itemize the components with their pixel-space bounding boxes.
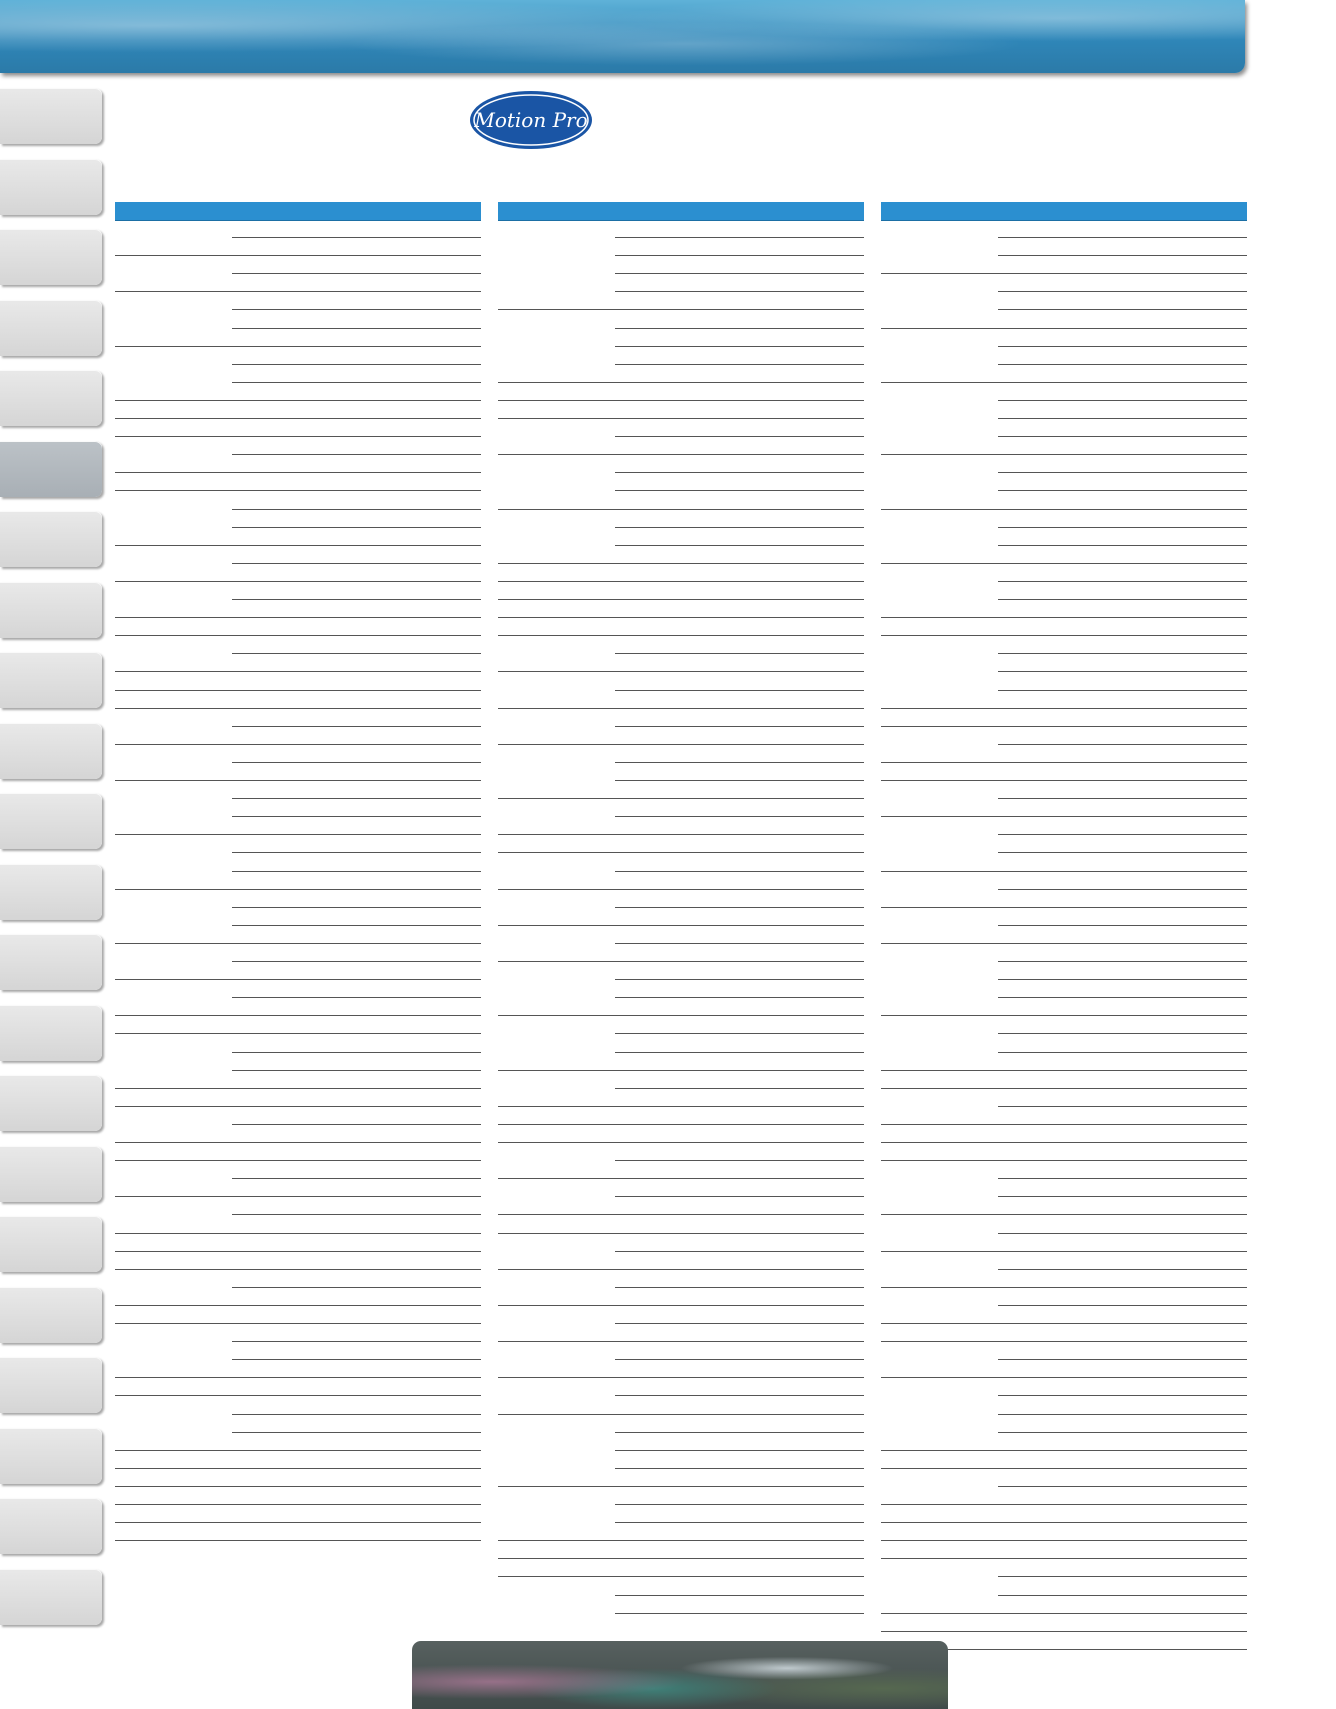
table-row-rule (498, 1214, 864, 1215)
table-row-rule (115, 436, 481, 437)
table-row-rule (615, 1052, 864, 1053)
column-3 (881, 202, 1247, 1651)
table-row-rule (232, 309, 481, 310)
side-tab-9[interactable] (0, 652, 102, 708)
table-row-rule (615, 545, 864, 546)
side-tab-1[interactable] (0, 88, 102, 144)
table-row-rule (998, 925, 1247, 926)
table-row-rule (881, 1124, 1247, 1125)
table-row-rule (615, 653, 864, 654)
table-row-rule (998, 1414, 1247, 1415)
table-row-rule (615, 1287, 864, 1288)
table-row-rule (881, 563, 1247, 564)
side-tab-8[interactable] (0, 582, 102, 638)
footer-photo-banner (412, 1641, 948, 1709)
table-row-rule (115, 1486, 481, 1487)
table-row-rule (498, 581, 864, 582)
table-row-rule (232, 997, 481, 998)
table-row-rule (881, 1631, 1247, 1632)
table-row-rule (998, 1432, 1247, 1433)
table-row-rule (232, 1070, 481, 1071)
side-tab-21[interactable] (0, 1498, 102, 1554)
table-row-rule (881, 509, 1247, 510)
table-row-rule (998, 690, 1247, 691)
side-tab-17[interactable] (0, 1216, 102, 1272)
side-tab-2[interactable] (0, 159, 102, 215)
column-3-header (881, 202, 1247, 221)
side-tab-19[interactable] (0, 1357, 102, 1413)
table-row-rule (998, 671, 1247, 672)
table-row-rule (498, 563, 864, 564)
table-row-rule (615, 346, 864, 347)
table-row-rule (881, 871, 1247, 872)
table-row-rule (115, 744, 481, 745)
table-row-rule (232, 1178, 481, 1179)
table-row-rule (998, 1576, 1247, 1577)
table-row-rule (881, 1558, 1247, 1559)
table-row-rule (115, 1233, 481, 1234)
table-row-rule (498, 400, 864, 401)
table-row-rule (115, 1522, 481, 1523)
table-row-rule (115, 1395, 481, 1396)
table-row-rule (881, 943, 1247, 944)
table-row-rule (615, 1432, 864, 1433)
table-row-rule (232, 1432, 481, 1433)
table-row-rule (615, 1395, 864, 1396)
table-row-rule (881, 1450, 1247, 1451)
side-tab-4[interactable] (0, 300, 102, 356)
table-row-rule (498, 382, 864, 383)
table-row-rule (615, 328, 864, 329)
table-row-rule (232, 454, 481, 455)
table-row-rule (998, 1052, 1247, 1053)
table-row-rule (498, 798, 864, 799)
table-row-rule (115, 1540, 481, 1541)
table-row-rule (115, 400, 481, 401)
table-row-rule (615, 237, 864, 238)
table-row-rule (115, 635, 481, 636)
table-row-rule (998, 1395, 1247, 1396)
table-row-rule (498, 1558, 864, 1559)
table-row-rule (115, 690, 481, 691)
table-row-rule (115, 418, 481, 419)
table-row-rule (881, 726, 1247, 727)
table-row-rule (498, 925, 864, 926)
table-row-rule (615, 943, 864, 944)
table-row-rule (232, 1124, 481, 1125)
side-tab-3[interactable] (0, 229, 102, 285)
column-1-body (115, 221, 481, 1651)
side-tab-15[interactable] (0, 1075, 102, 1131)
table-row-rule (998, 490, 1247, 491)
table-row-rule (498, 1576, 864, 1577)
table-row-rule (232, 1287, 481, 1288)
table-row-rule (881, 1540, 1247, 1541)
table-row-rule (498, 1377, 864, 1378)
table-row-rule (998, 1033, 1247, 1034)
table-row-rule (881, 1142, 1247, 1143)
table-row-rule (498, 961, 864, 962)
table-row-rule (498, 1540, 864, 1541)
table-row-rule (998, 1305, 1247, 1306)
table-row-rule (232, 798, 481, 799)
table-row-rule (498, 1233, 864, 1234)
table-row-rule (998, 364, 1247, 365)
table-row-rule (881, 1613, 1247, 1614)
side-tab-22[interactable] (0, 1569, 102, 1625)
table-row-rule (998, 798, 1247, 799)
side-tab-10[interactable] (0, 723, 102, 779)
table-row-rule (232, 816, 481, 817)
table-row-rule (998, 997, 1247, 998)
table-row-rule (998, 1233, 1247, 1234)
table-row-rule (998, 852, 1247, 853)
table-row-rule (498, 889, 864, 890)
table-row-rule (615, 871, 864, 872)
column-1-header (115, 202, 481, 221)
side-tab-13[interactable] (0, 934, 102, 990)
table-row-rule (881, 907, 1247, 908)
table-row-rule (998, 581, 1247, 582)
table-row-rule (232, 382, 481, 383)
table-row-rule (232, 961, 481, 962)
table-row-rule (115, 1015, 481, 1016)
table-row-rule (498, 1106, 864, 1107)
table-row-rule (615, 273, 864, 274)
table-row-rule (998, 545, 1247, 546)
table-row-rule (881, 1468, 1247, 1469)
table-row-rule (115, 943, 481, 944)
table-row-rule (881, 617, 1247, 618)
table-row-rule (498, 671, 864, 672)
table-row-rule (115, 889, 481, 890)
table-row-rule (998, 255, 1247, 256)
table-row-rule (998, 527, 1247, 528)
table-row-rule (498, 1341, 864, 1342)
table-row-rule (115, 1468, 481, 1469)
table-row-rule (998, 889, 1247, 890)
table-row-rule (615, 1196, 864, 1197)
table-row-rule (232, 1414, 481, 1415)
table-row-rule (498, 1414, 864, 1415)
table-row-rule (232, 509, 481, 510)
table-row-rule (998, 436, 1247, 437)
table-row-rule (115, 1305, 481, 1306)
table-row-rule (115, 617, 481, 618)
table-row-rule (998, 291, 1247, 292)
table-row-rule (115, 1196, 481, 1197)
table-row-rule (881, 1251, 1247, 1252)
table-row-rule (998, 1269, 1247, 1270)
table-row-rule (115, 581, 481, 582)
table-row-rule (998, 346, 1247, 347)
table-row-rule (498, 1269, 864, 1270)
table-row-rule (232, 653, 481, 654)
table-row-rule (998, 400, 1247, 401)
table-row-rule (615, 780, 864, 781)
table-row-rule (498, 708, 864, 709)
table-row-rule (615, 816, 864, 817)
table-row-rule (998, 237, 1247, 238)
table-row-rule (232, 1214, 481, 1215)
side-tab-11[interactable] (0, 793, 102, 849)
table-row-rule (881, 1287, 1247, 1288)
motion-pro-logo (466, 87, 596, 158)
table-row-rule (498, 1124, 864, 1125)
table-row-rule (998, 961, 1247, 962)
table-row-rule (115, 346, 481, 347)
side-tab-7[interactable] (0, 511, 102, 567)
table-row-rule (115, 1504, 481, 1505)
table-row-rule (881, 1214, 1247, 1215)
table-row-rule (881, 635, 1247, 636)
table-row-rule (498, 454, 864, 455)
table-row-rule (998, 472, 1247, 473)
table-row-rule (998, 309, 1247, 310)
table-row-rule (615, 472, 864, 473)
table-row-rule (232, 563, 481, 564)
table-row-rule (615, 291, 864, 292)
table-row-rule (232, 925, 481, 926)
table-row-rule (115, 1033, 481, 1034)
table-row-rule (498, 834, 864, 835)
table-row-rule (615, 255, 864, 256)
table-row-rule (115, 979, 481, 980)
table-row-rule (615, 1595, 864, 1596)
table-row-rule (881, 780, 1247, 781)
table-row-rule (615, 1522, 864, 1523)
table-row-rule (115, 472, 481, 473)
table-row-rule (998, 1359, 1247, 1360)
table-row-rule (998, 1106, 1247, 1107)
table-row-rule (498, 1142, 864, 1143)
table-row-rule (232, 1359, 481, 1360)
table-row-rule (998, 418, 1247, 419)
table-row-rule (498, 744, 864, 745)
table-row-rule (615, 1251, 864, 1252)
table-row-rule (881, 1160, 1247, 1161)
column-2 (498, 202, 864, 1651)
column-2-body (498, 221, 864, 1651)
side-tab-20[interactable] (0, 1428, 102, 1484)
table-row-rule (998, 1196, 1247, 1197)
table-row-rule (881, 1323, 1247, 1324)
table-row-rule (115, 780, 481, 781)
table-row-rule (115, 1377, 481, 1378)
table-row-rule (498, 599, 864, 600)
table-row-rule (115, 671, 481, 672)
table-row-rule (115, 1106, 481, 1107)
side-tab-14[interactable] (0, 1005, 102, 1061)
side-tab-16[interactable] (0, 1146, 102, 1202)
table-row-rule (881, 273, 1247, 274)
table-row-rule (615, 1504, 864, 1505)
side-tab-18[interactable] (0, 1287, 102, 1343)
table-row-rule (232, 726, 481, 727)
table-row-rule (998, 834, 1247, 835)
table-row-rule (881, 454, 1247, 455)
table-row-rule (615, 364, 864, 365)
side-tab-12[interactable] (0, 864, 102, 920)
table-row-rule (498, 418, 864, 419)
side-tab-6[interactable] (0, 441, 102, 497)
table-row-rule (232, 1341, 481, 1342)
table-row-rule (998, 744, 1247, 745)
table-row-rule (615, 527, 864, 528)
table-row-rule (115, 490, 481, 491)
table-row-rule (115, 1323, 481, 1324)
table-row-rule (115, 834, 481, 835)
table-row-rule (615, 490, 864, 491)
table-row-rule (615, 1088, 864, 1089)
table-row-rule (998, 1178, 1247, 1179)
table-row-rule (498, 635, 864, 636)
table-row-rule (115, 255, 481, 256)
table-row-rule (232, 328, 481, 329)
table-row-rule (615, 436, 864, 437)
table-row-rule (615, 1450, 864, 1451)
table-row-rule (232, 364, 481, 365)
table-row-rule (498, 1486, 864, 1487)
table-row-rule (881, 1504, 1247, 1505)
table-row-rule (881, 708, 1247, 709)
table-row-rule (115, 1450, 481, 1451)
logo-text: Motion Pro (474, 108, 588, 132)
table-row-rule (615, 1160, 864, 1161)
table-row-rule (498, 1015, 864, 1016)
table-row-rule (232, 852, 481, 853)
table-row-rule (498, 617, 864, 618)
table-row-rule (881, 328, 1247, 329)
table-row-rule (232, 527, 481, 528)
table-row-rule (232, 599, 481, 600)
table-row-rule (998, 599, 1247, 600)
table-row-rule (881, 1070, 1247, 1071)
table-row-rule (115, 291, 481, 292)
table-row-rule (615, 997, 864, 998)
table-row-rule (881, 1522, 1247, 1523)
table-row-rule (998, 1595, 1247, 1596)
table-row-rule (498, 1305, 864, 1306)
table-row-rule (881, 1377, 1247, 1378)
header-banner (0, 0, 1245, 73)
table-row-rule (615, 1468, 864, 1469)
table-row-rule (615, 1323, 864, 1324)
table-row-rule (232, 1052, 481, 1053)
table-row-rule (881, 1341, 1247, 1342)
table-row-rule (998, 1486, 1247, 1487)
table-row-rule (615, 690, 864, 691)
table-row-rule (615, 762, 864, 763)
column-1 (115, 202, 481, 1651)
table-row-rule (115, 708, 481, 709)
table-row-rule (881, 816, 1247, 817)
table-row-rule (615, 1359, 864, 1360)
table-row-rule (115, 1269, 481, 1270)
table-row-rule (232, 237, 481, 238)
table-row-rule (232, 273, 481, 274)
column-3-body (881, 221, 1247, 1651)
table-row-rule (615, 907, 864, 908)
table-row-rule (498, 1070, 864, 1071)
table-row-rule (115, 1088, 481, 1089)
table-row-rule (881, 762, 1247, 763)
table-row-rule (881, 1015, 1247, 1016)
column-2-header (498, 202, 864, 221)
table-row-rule (498, 509, 864, 510)
table-row-rule (115, 1142, 481, 1143)
table-row-rule (998, 653, 1247, 654)
table-row-rule (615, 726, 864, 727)
table-row-rule (115, 1251, 481, 1252)
table-row-rule (498, 852, 864, 853)
table-row-rule (881, 382, 1247, 383)
side-tab-5[interactable] (0, 370, 102, 426)
table-row-rule (115, 1160, 481, 1161)
table-row-rule (615, 979, 864, 980)
table-row-rule (615, 1033, 864, 1034)
table-row-rule (498, 309, 864, 310)
table-row-rule (998, 979, 1247, 980)
table-row-rule (232, 871, 481, 872)
table-row-rule (498, 1178, 864, 1179)
table-row-rule (232, 907, 481, 908)
table-row-rule (115, 545, 481, 546)
table-row-rule (881, 1088, 1247, 1089)
table-row-rule (232, 762, 481, 763)
table-row-rule (615, 1613, 864, 1614)
